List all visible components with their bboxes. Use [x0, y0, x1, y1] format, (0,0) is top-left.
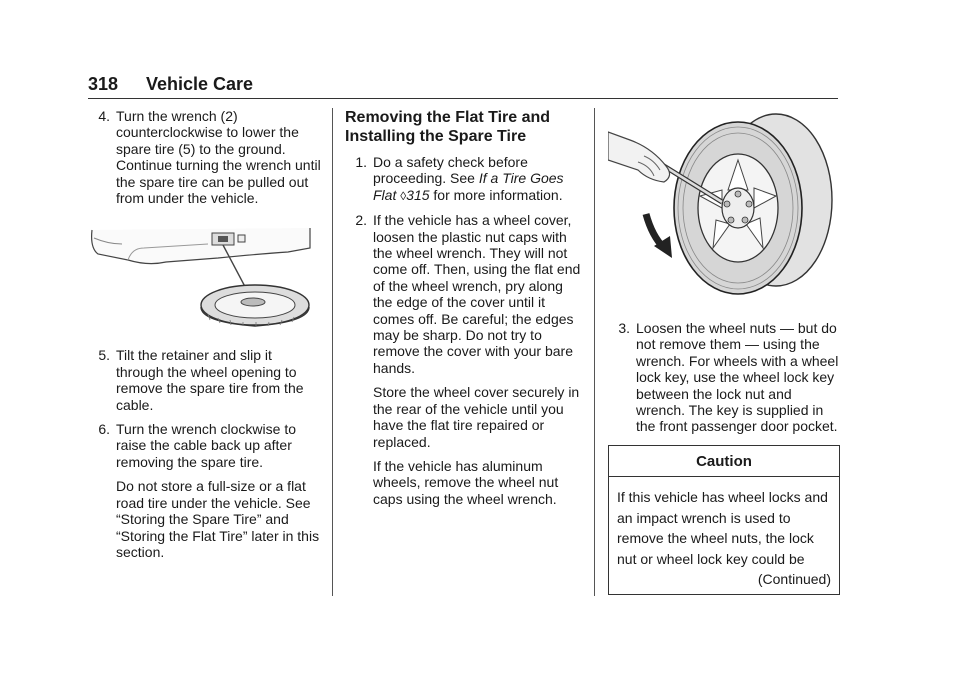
list-item-5: [88, 347, 323, 413]
list-item-1: [345, 154, 585, 204]
column-middle: [345, 108, 585, 515]
storage-note: Do not store a full-size or a flat road tire under the vehicle. See “Storing the Spare Tire” and “Storing the Flat Tire” later in this section.: [116, 478, 320, 560]
page-number: 318: [88, 74, 119, 94]
page-ref-icon: ◊: [400, 188, 407, 203]
continued-label: (Continued): [757, 571, 831, 588]
list-item-4: [88, 108, 323, 206]
caution-box: [608, 445, 840, 595]
item-number: 3.: [618, 320, 630, 336]
column-left: [88, 108, 323, 568]
column-right: [608, 110, 840, 595]
item-text: Loosen the wheel nuts — but do not remove them — using the wrench. For wheels with a wheel lock key, use the wheel lock key between the lock nut and wrench. The key is supplied in the front passenger door pocket.: [636, 320, 839, 435]
page-header: [88, 64, 838, 99]
item-text-end: for more information.: [429, 186, 563, 203]
cross-reference-page[interactable]: 315: [406, 186, 430, 203]
loosen-wheel-nuts-illustration: [608, 110, 840, 300]
item-text: If the vehicle has a wheel cover, loosen the plastic nut caps with the wheel wrench. They will not come off. Then, using the flat end of the wheel wrench, pry along the edge of the cover until it comes off. Be careful; the edges may be sharp. Do not try to remove the cover with your bare hands.: [373, 212, 581, 376]
item-text: Do a safety check before proceeding. See: [373, 154, 528, 187]
column-divider: [594, 108, 595, 596]
section-heading: Removing the Flat Tire and Installing the Spare Tire: [345, 109, 551, 145]
list-item-6: [88, 421, 323, 470]
item-text: Turn the wrench clockwise to raise the cable back up after removing the spare tire.: [116, 421, 296, 470]
caution-text: If this vehicle has wheel locks and an impact wrench is used to remove the wheel nuts, the lock nut or wheel lock key could be: [617, 489, 828, 567]
item-number: 2.: [355, 212, 367, 229]
spare-tire-under-vehicle-illustration: [88, 218, 323, 333]
item-number: 6.: [98, 421, 110, 438]
item-number: 5.: [98, 347, 110, 364]
column-divider: [332, 108, 333, 596]
aluminum-wheels-note: If the vehicle has aluminum wheels, remove the wheel nut caps using the wheel wrench.: [373, 457, 559, 507]
item-text: Turn the wrench (2) counterclockwise to lower the spare tire (5) to the ground. Continue turning the wrench until the spare tire can be pulled out from under the vehicle.: [116, 108, 321, 207]
list-item-2: [345, 212, 585, 376]
section-title: Vehicle Care: [146, 74, 254, 94]
cross-reference-link[interactable]: If a Tire Goes Flat: [373, 170, 564, 203]
item-number: 4.: [98, 108, 110, 124]
item-number: 1.: [355, 154, 367, 170]
list-item-3: [608, 320, 840, 435]
item-text: Tilt the retainer and slip it through the wheel opening to remove the spare tire from the cable.: [116, 347, 304, 413]
caution-title: Caution: [609, 446, 839, 477]
wheel-cover-storage-note: Store the wheel cover securely in the rear of the vehicle until you have the flat tire repaired or replaced.: [373, 384, 580, 450]
